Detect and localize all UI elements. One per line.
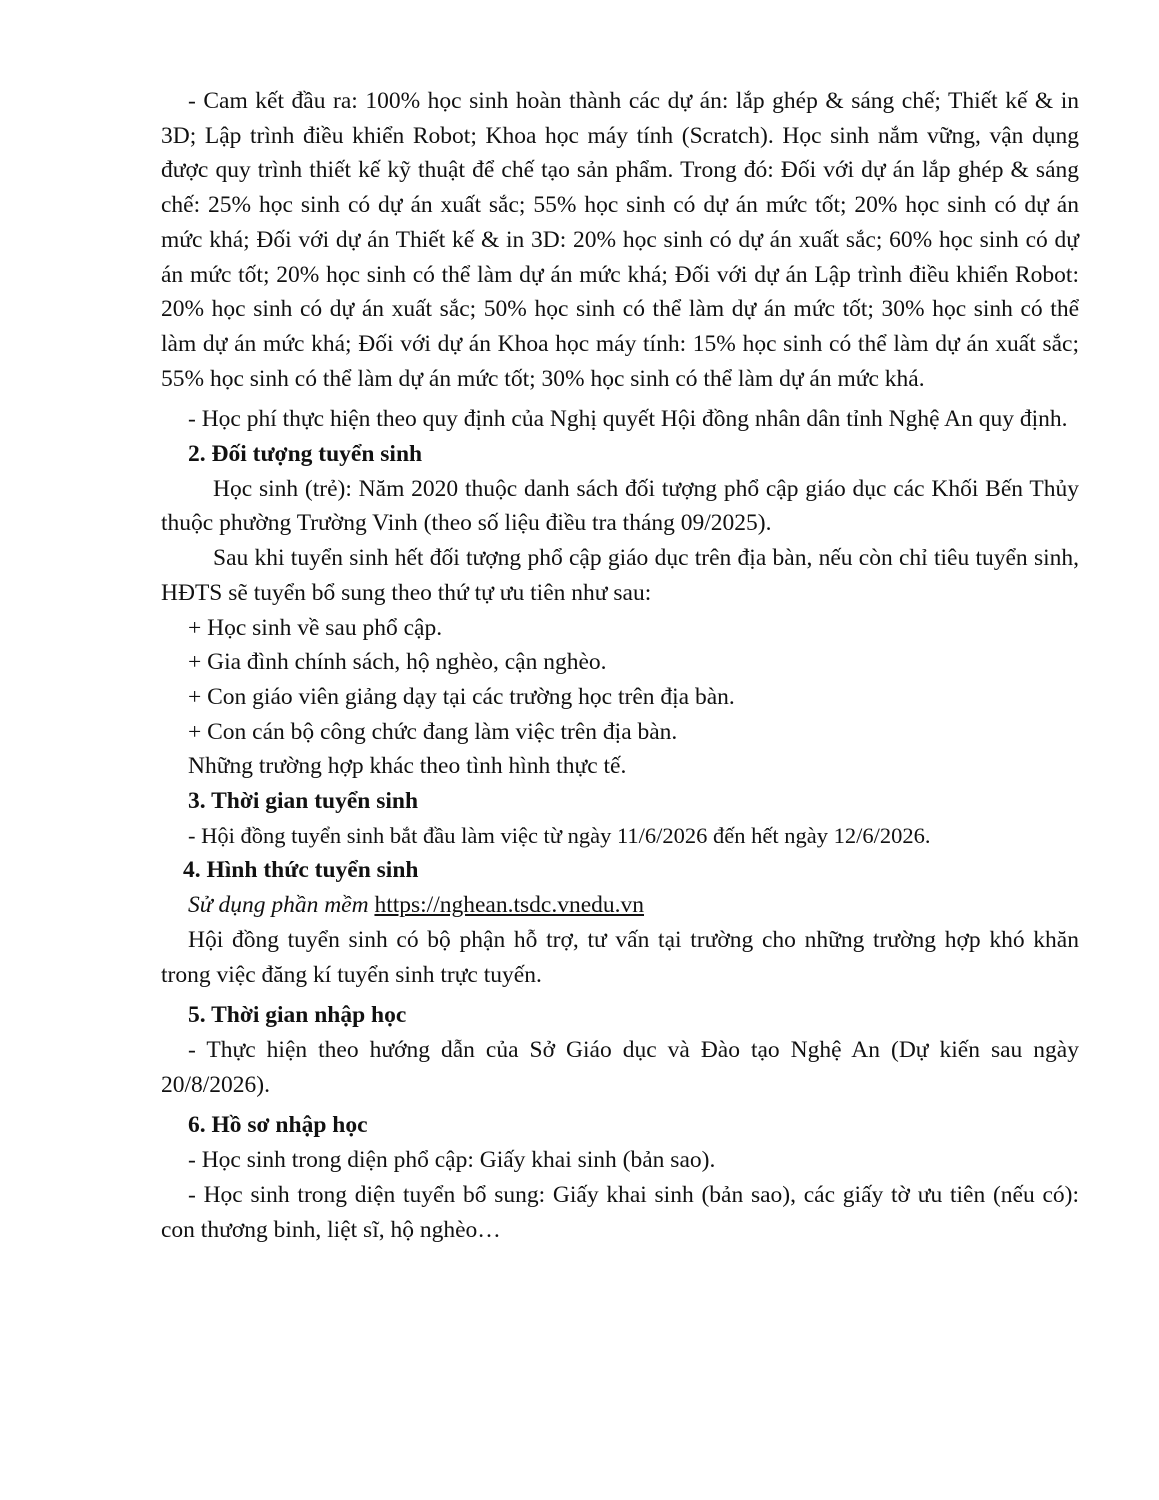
section-4-heading: 4. Hình thức tuyển sinh	[183, 857, 419, 884]
section-2-paragraph-2: Sau khi tuyển sinh hết đối tượng phổ cập giáo dục trên địa bàn, nếu còn chỉ tiêu tuyển sinh, HĐTS sẽ tuyển bổ sung theo thứ tự ưu tiên như sau:	[161, 545, 1079, 606]
section-3-heading: 3. Thời gian tuyển sinh	[188, 788, 419, 815]
section-2-paragraph-1: Học sinh (trẻ): Năm 2020 thuộc danh sách đối tượng phổ cập giáo dục các Khối Bến Thủy thuộc phường Trường Vinh (theo số liệu điều tra tháng 09/2025).	[161, 475, 1079, 537]
other-cases-text: Những trường hợp khác theo tình hình thực tế.	[188, 753, 627, 780]
section-4-text: Hội đồng tuyển sinh có bộ phận hỗ trợ, tư vấn tại trường cho những trường hợp khó khăn trong việc đăng kí tuyển sinh trực tuyến.	[161, 926, 1079, 988]
section-6-heading: 6. Hồ sơ nhập học	[188, 1112, 368, 1139]
section-2-heading: 2. Đối tượng tuyển sinh	[188, 441, 423, 468]
tuition-paragraph: - Học phí thực hiện theo quy định của Nghị quyết Hội đồng nhân dân tỉnh Nghệ An quy định.	[188, 406, 1068, 433]
section-5-heading: 5. Thời gian nhập học	[188, 1002, 407, 1029]
section-6-item-2: - Học sinh trong diện tuyển bổ sung: Giấy khai sinh (bản sao), các giấy tờ ưu tiên (nếu có): con thương binh, liệt sĩ, hộ nghèo…	[161, 1181, 1079, 1243]
section-5-text: - Thực hiện theo hướng dẫn của Sở Giáo dục và Đào tạo Nghệ An (Dự kiến sau ngày 20/8/2026).	[161, 1036, 1079, 1098]
section-6-item-1: - Học sinh trong diện phổ cập: Giấy khai sinh (bản sao).	[188, 1147, 716, 1174]
software-line	[161, 888, 1079, 923]
priority-item: + Gia đình chính sách, hộ nghèo, cận nghèo.	[188, 649, 607, 676]
priority-item: + Con cán bộ công chức đang làm việc trên địa bàn.	[188, 718, 678, 745]
software-label: Sử dụng phần mềm	[188, 892, 369, 919]
document-page	[161, 84, 1079, 1247]
priority-item: + Học sinh về sau phổ cập.	[188, 614, 443, 641]
output-commitment-paragraph: - Cam kết đầu ra: 100% học sinh hoàn thành các dự án: lắp ghép & sáng chế; Thiết kế & in 3D; Lập trình điều khiển Robot; Khoa học máy tính (Scratch). Học sinh nắm vững, vận dụng được quy trình thiết kế kỹ thuật để chế tạo sản phẩm. Trong đó: Đối với dự án lắp ghép & sáng chế: 25% học sinh có dự án xuất sắc; 55% học sinh có dự án mức tốt; 20% học sinh có dự án mức khá; Đối với dự án Thiết kế & in 3D: 20% học sinh có dự án xuất sắc; 60% học sinh có dự án mức tốt; 20% học sinh có thể làm dự án mức khá; Đối với dự án Lập trình điều khiển Robot: 20% học sinh có dự án xuất sắc; 50% học sinh có thể làm dự án mức tốt; 30% học sinh có thể làm dự án mức khá; Đối với dự án Khoa học máy tính: 15% học sinh có thể làm dự án xuất sắc; 55% học sinh có thể làm dự án mức tốt; 30% học sinh có thể làm dự án mức khá.	[161, 88, 1079, 392]
admission-portal-link[interactable]: https://nghean.tsdc.vnedu.vn	[374, 892, 645, 919]
priority-item: + Con giáo viên giảng dạy tại các trường học trên địa bàn.	[188, 683, 735, 710]
section-3-text: - Hội đồng tuyển sinh bắt đầu làm việc từ ngày 11/6/2026 đến hết ngày 12/6/2026.	[188, 822, 931, 848]
